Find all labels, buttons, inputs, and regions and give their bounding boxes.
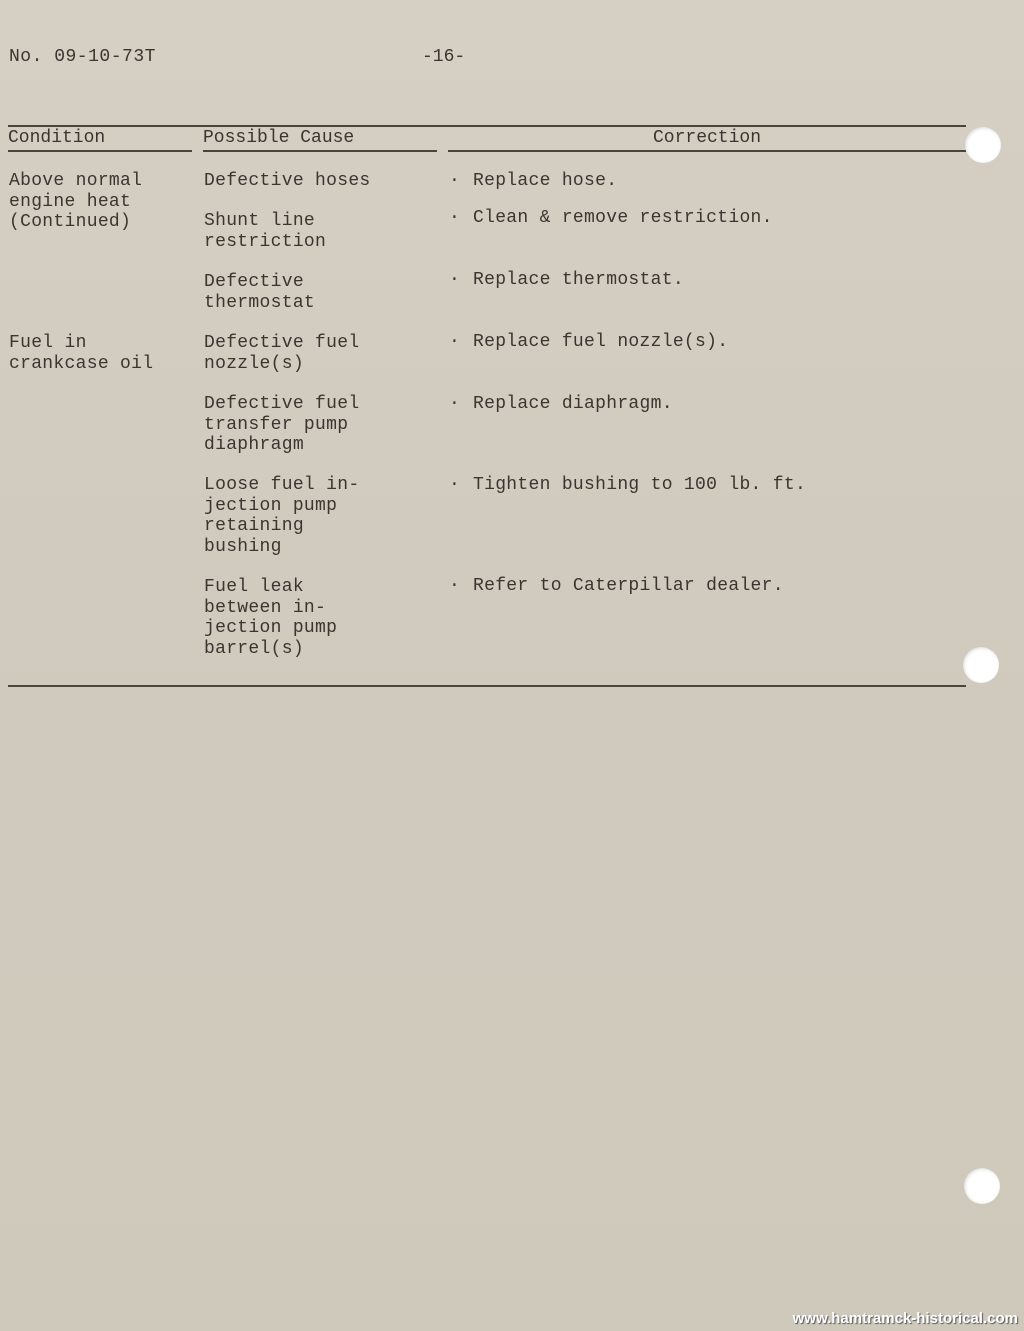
table-bottom-rule <box>8 685 966 687</box>
bullet-mark: · <box>449 332 461 352</box>
binder-hole <box>964 1168 1000 1204</box>
correction-text: Replace thermostat. <box>473 270 684 290</box>
correction-text: Replace diaphragm. <box>473 394 673 414</box>
binder-hole <box>965 127 1001 163</box>
cause-cell: Defective thermostat <box>204 272 316 313</box>
correction-text: Refer to Caterpillar dealer. <box>473 576 784 596</box>
page-number: -16- <box>422 47 466 67</box>
correction-text: Replace hose. <box>473 171 618 191</box>
bullet-mark: · <box>449 171 461 191</box>
correction-text: Replace fuel nozzle(s). <box>473 332 729 352</box>
bullet-mark: · <box>449 394 461 414</box>
correction-cell <box>449 270 949 291</box>
bullet-mark: · <box>449 475 461 495</box>
cause-cell: Fuel leak between in- jection pump barrel(s) <box>204 577 338 659</box>
correction-cell <box>449 171 949 192</box>
column-header-condition: Condition <box>8 128 192 152</box>
binder-hole <box>963 647 999 683</box>
bullet-mark: · <box>449 208 461 228</box>
website-watermark: www.hamtramck-historical.com <box>792 1310 1018 1327</box>
condition-cell: Above normal engine heat (Continued) <box>9 171 143 232</box>
correction-text: Tighten bushing to 100 lb. ft. <box>473 475 807 495</box>
condition-cell: Fuel in crankcase oil <box>9 333 154 374</box>
cause-cell: Defective hoses <box>204 171 371 191</box>
document-number: No. 09-10-73T <box>9 47 156 67</box>
correction-cell <box>449 394 949 415</box>
column-header-correction: Correction <box>448 128 966 152</box>
bullet-mark: · <box>449 576 461 596</box>
correction-cell <box>449 475 949 496</box>
correction-cell <box>449 332 949 353</box>
correction-cell <box>449 208 949 229</box>
table-top-rule <box>8 125 966 127</box>
cause-cell: Shunt line restriction <box>204 211 327 252</box>
cause-cell: Defective fuel transfer pump diaphragm <box>204 394 360 455</box>
column-header-possible-cause: Possible Cause <box>203 128 437 152</box>
bullet-mark: · <box>449 270 461 290</box>
cause-cell: Loose fuel in- jection pump retaining bushing <box>204 475 360 557</box>
correction-text: Clean & remove restriction. <box>473 208 773 228</box>
correction-cell <box>449 576 949 597</box>
cause-cell: Defective fuel nozzle(s) <box>204 333 360 374</box>
